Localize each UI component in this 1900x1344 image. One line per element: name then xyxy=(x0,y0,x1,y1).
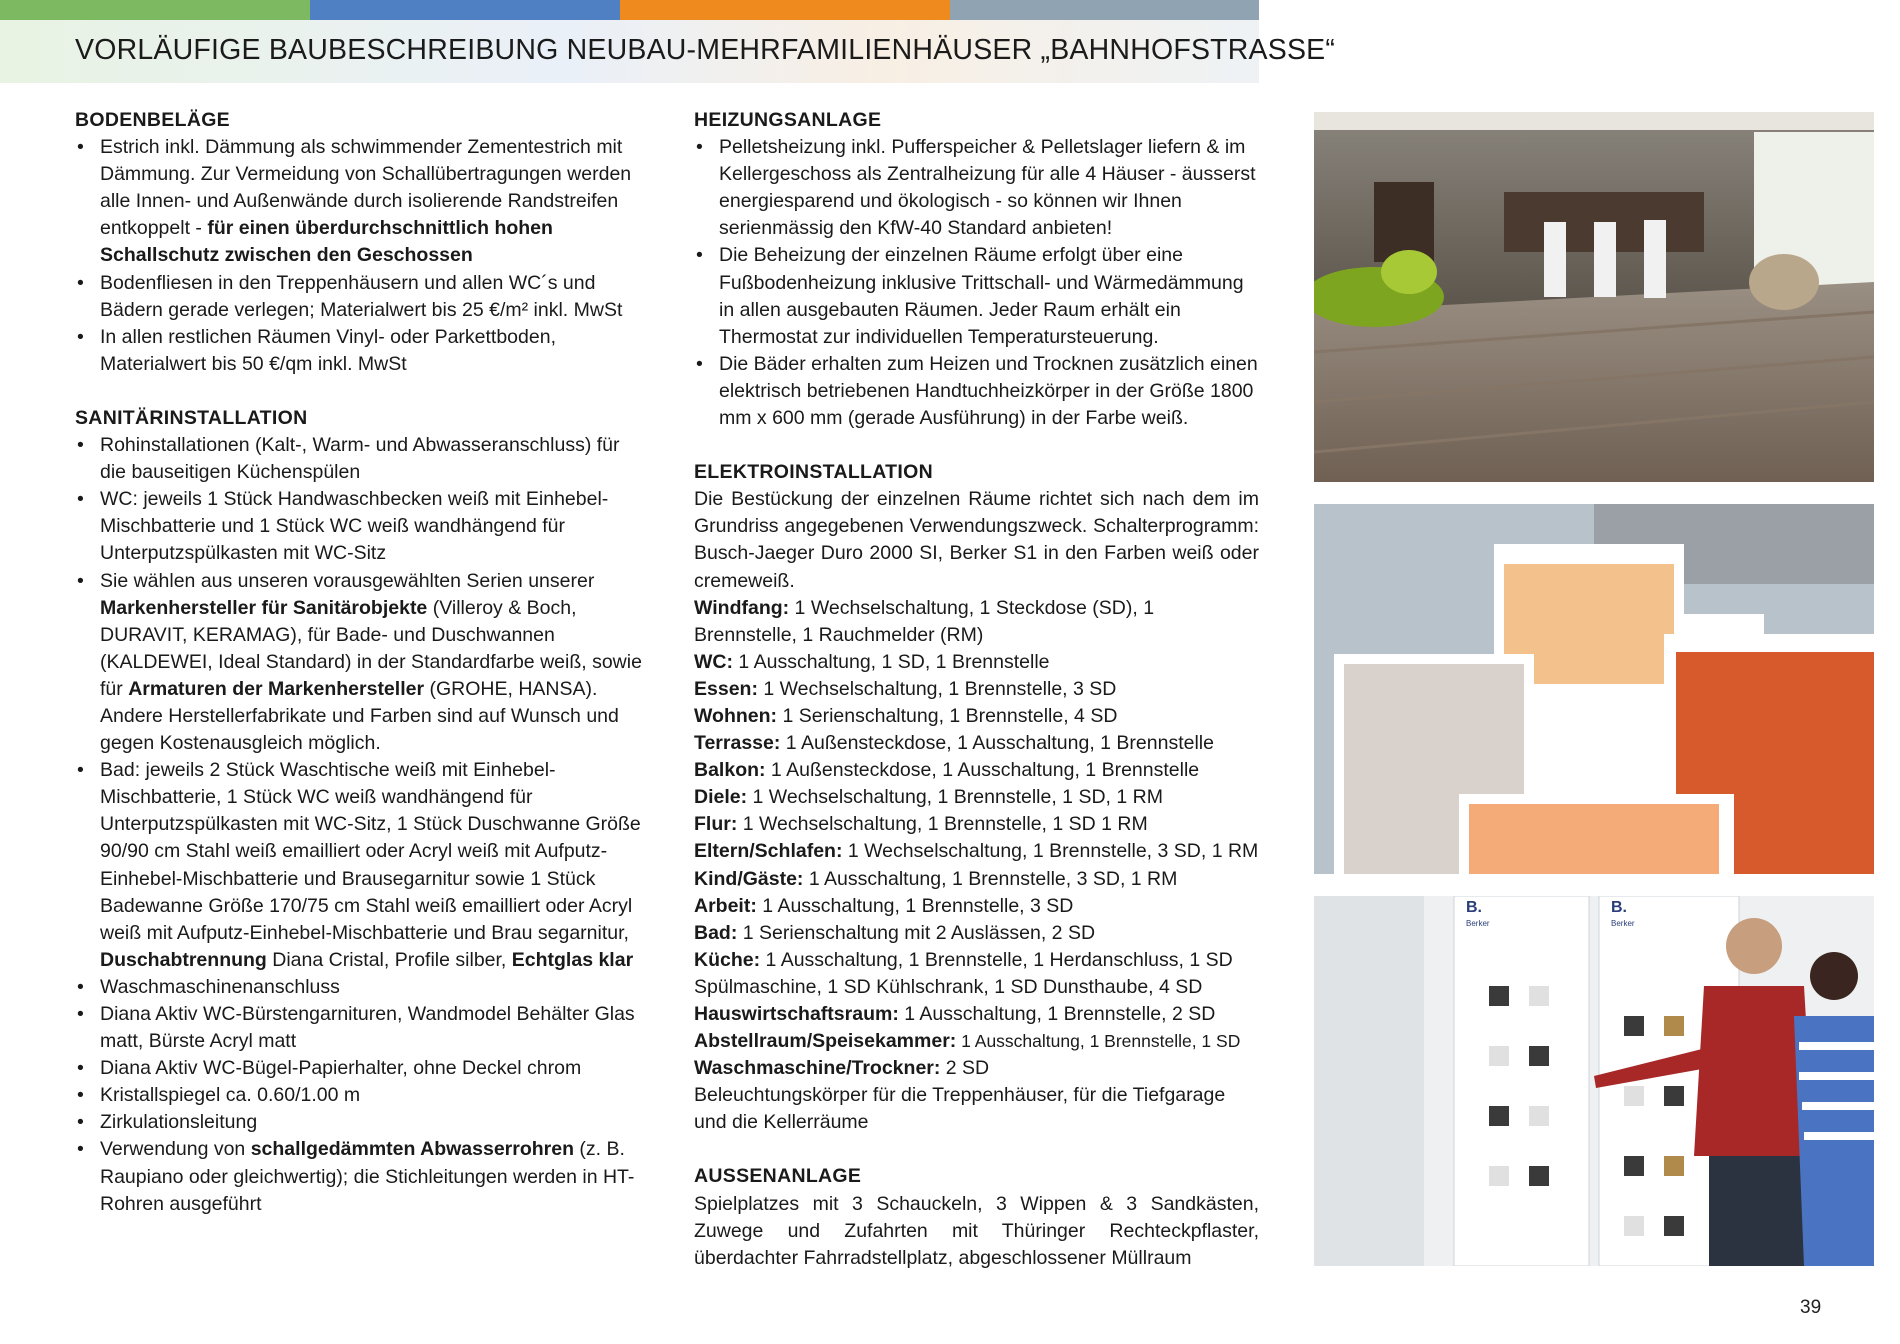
heizung-list xyxy=(694,134,1259,432)
berker-logo: B. xyxy=(1466,899,1482,916)
elektro-row: Balkon: 1 Außensteckdose, 1 Ausschaltung, 1 Brennstelle xyxy=(694,759,1200,782)
elektro-row: Waschmaschine/Trockner: 2 SD xyxy=(694,1057,990,1080)
elektro-row: Flur: 1 Wechselschaltung, 1 Brennstelle, 1 SD 1 RM xyxy=(694,813,1148,836)
list-item: • Pelletsheizung inkl. Pufferspeicher & Pelletslager liefern & im Kellergeschoss als Zentralheizung für alle 4 Häuser - äusserst energiesparend und ökologisch - so können wir Ihnen serienmässig den KfW-40 Standard anbieten! xyxy=(694,134,1259,242)
list-item: • WC: jeweils 1 Stück Handwaschbecken weiß mit Einhebel-Mischbatterie und 1 Stück WC weiß wandhängend für Unterputzspülkasten mit WC-Sitz xyxy=(75,486,645,567)
color-bar-orange xyxy=(620,0,950,20)
aussen-text: Spielplatzes mit 3 Schauckeln, 3 Wippen & 3 Sandkästen, Zuwege und Zufahrten mit Thüringer Rechteckpflaster, überdachter Fahrradstellplatz, abgeschlossener Müllraum xyxy=(694,1192,1259,1269)
elektro-row: Kind/Gäste: 1 Ausschaltung, 1 Brennstelle, 3 SD, 1 RM xyxy=(694,867,1178,890)
elektro-row: WC: 1 Ausschaltung, 1 SD, 1 Brennstelle xyxy=(694,650,1050,673)
photo-living-room-floor xyxy=(1314,112,1874,482)
section-heading-sanitaer: SANITÄRINSTALLATION xyxy=(75,406,308,429)
elektro-row: Terrasse: 1 Außensteckdose, 1 Ausschaltung, 1 Brennstelle xyxy=(694,732,1214,755)
header-band xyxy=(0,20,1336,83)
photo-plaster-swatches xyxy=(1314,504,1874,874)
elektro-row: Küche: 1 Ausschaltung, 1 Brennstelle, 1 Herdanschluss, 1 SD Spülmaschine, 1 SD Kühlschrank, 1 SD Dunsthaube, 4 SD xyxy=(694,948,1233,998)
color-bar-green xyxy=(0,0,310,20)
list-item: • Waschmaschinenanschluss xyxy=(75,974,645,1001)
elektro-row: Bad: 1 Serienschaltung mit 2 Auslässen, 2 SD xyxy=(694,921,1096,944)
elektro-row: Abstellraum/Speisekammer: 1 Ausschaltung, 1 Brennstelle, 1 SD xyxy=(694,1030,1241,1053)
page-title: VORLÄUFIGE BAUBESCHREIBUNG NEUBAU-MEHRFAMILIENHÄUSER „BAHNHOFSTRASSE“ xyxy=(75,34,1336,66)
section-heading-elektro: ELEKTROINSTALLATION xyxy=(694,461,933,484)
middle-column xyxy=(694,107,1259,1272)
list-item: • Die Bäder erhalten zum Heizen und Trocknen zusätzlich einen elektrisch betriebenen Handtuchheizkörper in der Größe 1800 mm x 600 mm (gerade Ausführung) in der Farbe weiß. xyxy=(694,351,1259,432)
list-item: • Die Beheizung der einzelnen Räume erfolgt über eine Fußbodenheizung inklusive Trittschall- und Wärmedämmung in allen ausgebauten Räumen. Jeder Raum erhält ein Thermostat zur individuellen Temperatursteuerung. xyxy=(694,242,1259,350)
sanitaer-list xyxy=(75,432,645,1218)
elektro-rows xyxy=(694,595,1259,1083)
elektro-row: Windfang: 1 Wechselschaltung, 1 Steckdose (SD), 1 Brennstelle, 1 Rauchmelder (RM) xyxy=(694,596,1155,646)
elektro-row: Diele: 1 Wechselschaltung, 1 Brennstelle, 1 SD, 1 RM xyxy=(694,786,1163,809)
elektro-row: Eltern/Schlafen: 1 Wechselschaltung, 1 Brennstelle, 3 SD, 1 RM xyxy=(694,840,1259,863)
berker-logo-2: B. xyxy=(1611,899,1627,916)
elektro-row: Essen: 1 Wechselschaltung, 1 Brennstelle, 3 SD xyxy=(694,677,1117,700)
list-item: • Diana Aktiv WC-Bürstengarnituren, Wandmodel Behälter Glas matt, Bürste Acryl matt xyxy=(75,1001,645,1055)
elektro-row: Hauswirtschaftsraum: 1 Ausschaltung, 1 Brennstelle, 2 SD xyxy=(694,1003,1216,1025)
elektro-outro: Beleuchtungskörper für die Treppenhäuser, für die Tiefgarage und die Kellerräume xyxy=(694,1084,1226,1134)
page-number: 39 xyxy=(1800,1297,1822,1318)
bodenbelaege-list xyxy=(75,134,645,378)
list-item: • Estrich inkl. Dämmung als schwimmender Zementestrich mit Dämmung. Zur Vermeidung von Schallübertragungen werden alle Innen- und Außenwände durch isolierende Randstreifen entkoppelt - für einen überdurchschnittlich hohen Schallschutz zwischen den Geschossen xyxy=(75,134,645,269)
list-item: • Diana Aktiv WC-Bügel-Papierhalter, ohne Deckel chrom xyxy=(75,1055,645,1082)
list-item: • Sie wählen aus unseren vorausgewählten Serien unserer Markenhersteller für Sanitärobjekte (Villeroy & Boch, DURAVIT, KERAMAG), für Bade- und Duschwannen (KALDEWEI, Ideal Standard) in der Standardfarbe weiß, sowie für Armaturen der Markenhersteller (GROHE, HANSA). Andere Herstellerfabrikate und Farben sind auf Wunsch und gegen Kostenausgleich möglich. xyxy=(75,568,645,758)
section-heading-aussen: AUSSENANLAGE xyxy=(694,1165,862,1188)
elektro-row: Arbeit: 1 Ausschaltung, 1 Brennstelle, 3 SD xyxy=(694,894,1074,917)
list-item: • Kristallspiegel ca. 0.60/1.00 m xyxy=(75,1082,645,1109)
section-heading-heizung: HEIZUNGSANLAGE xyxy=(694,109,882,131)
berker-brand: Berker xyxy=(1466,919,1490,928)
left-column xyxy=(75,107,645,1218)
color-bar xyxy=(0,0,1259,20)
color-bar-gray xyxy=(950,0,1259,20)
elektro-row: Wohnen: 1 Serienschaltung, 1 Brennstelle, 4 SD xyxy=(694,704,1118,727)
color-bar-blue xyxy=(310,0,620,20)
list-item: • Rohinstallationen (Kalt-, Warm- und Abwasseranschluss) für die bauseitigen Küchenspülen xyxy=(75,432,645,486)
elektro-intro: Die Bestückung der einzelnen Räume richtet sich nach dem im Grundriss angegebenen Verwendungszweck. Schalterprogramm: Busch-Jaeger Duro 2000 SI, Berker S1 in den Farben weiß oder cremeweiß. xyxy=(694,488,1259,592)
list-item: • Verwendung von schallgedämmten Abwasserrohren (z. B. Raupiano oder gleichwertig); die Stichleitungen werden in HT-Rohren ausgeführt xyxy=(75,1136,645,1217)
berker-brand-2: Berker xyxy=(1611,919,1635,928)
list-item: • Bodenfliesen in den Treppenhäusern und allen WC´s und Bädern gerade verlegen; Materialwert bis 25 €/m² inkl. MwSt xyxy=(75,270,645,324)
list-item: • Bad: jeweils 2 Stück Waschtische weiß mit Einhebel-Mischbatterie, 1 Stück WC weiß wandhängend für Unterputzspülkasten mit WC-Sitz, 1 Stück Duschwanne Größe 90/90 cm Stahl weiß emailliert oder Acryl weiß mit Aufputz-Einhebel-Mischbatterie und Brausegarnitur sowie 1 Stück Badewanne Größe 170/75 cm Stahl weiß emailliert oder Acryl weiß mit Aufputz-Einhebel-Mischbatterie und Brau segarnitur, Duschabtrennung Diana Cristal, Profile silber, Echtglas klar xyxy=(75,757,645,974)
list-item: • Zirkulationsleitung xyxy=(75,1109,645,1136)
section-heading-bodenbelaege: BODENBELÄGE xyxy=(75,109,230,131)
list-item: • In allen restlichen Räumen Vinyl- oder Parkettboden, Materialwert bis 50 €/qm inkl. MwSt xyxy=(75,324,645,378)
photo-switch-display xyxy=(1314,896,1874,1266)
